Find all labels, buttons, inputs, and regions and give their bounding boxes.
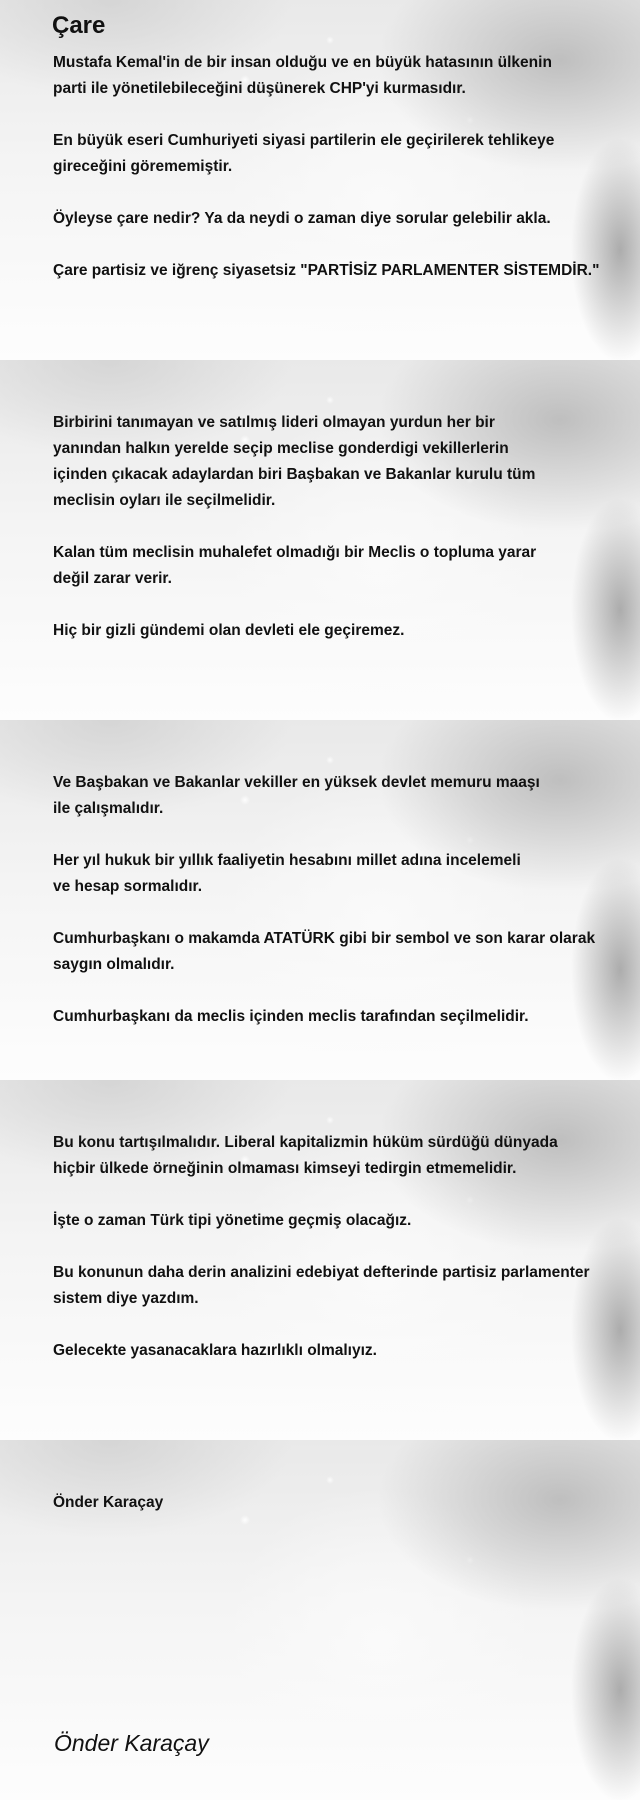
- poem-title: Çare: [52, 12, 106, 39]
- author-signature: Önder Karaçay: [54, 1730, 209, 1756]
- poem-panel-3: [0, 720, 640, 1080]
- poem-paragraph: Cumhurbaşkanı o makamda ATATÜRK gibi bir sembol ve son karar olarak saygın olmalıdır.: [53, 930, 596, 973]
- poem-paragraph: Bu konunun daha derin analizini edebiyat defterinde partisiz parlamenter sistem diye yazdım.: [53, 1264, 590, 1307]
- poem-paragraph: Çare partisiz ve iğrenç siyasetsiz "PARTİSİZ PARLAMENTER SİSTEMDİR.": [53, 262, 600, 279]
- stanza-block-2: [53, 410, 633, 670]
- poem-paragraph: Cumhurbaşkanı da meclis içinden meclis tarafından seçilmelidir.: [53, 1008, 529, 1025]
- stanza-block-5: [53, 1490, 633, 1542]
- stanza-block-3: [53, 770, 633, 1056]
- stanza-block-1: [53, 50, 633, 310]
- poem-panel-4: [0, 1080, 640, 1440]
- poem-panel-5: [0, 1440, 640, 1800]
- poem-paragraph: Bu konu tartışılmalıdır. Liberal kapitalizmin hüküm sürdüğü dünyada hiçbir ülkede örneğinin olmaması kimseyi tedirgin etmemelidir.: [53, 1134, 558, 1177]
- poem-paragraph: Her yıl hukuk bir yıllık faaliyetin hesabını millet adına incelemeli ve hesap sormalıdır.: [53, 852, 521, 895]
- poem-panel-1: [0, 0, 640, 360]
- poem-panel-2: [0, 360, 640, 720]
- poem-paragraph: Birbirini tanımayan ve satılmış lideri olmayan yurdun her bir yanından halkın yerelde seçip meclise gonderdigi vekillerlerin içinden çıkacak adaylardan biri Başbakan ve Bakanlar kurulu tüm meclisin oyları ile seçilmelidir.: [53, 414, 536, 509]
- poem-paragraph: Öyleyse çare nedir? Ya da neydi o zaman diye sorular gelebilir akla.: [53, 210, 551, 227]
- poem-paragraph: Kalan tüm meclisin muhalefet olmadığı bir Meclis o topluma yarar değil zarar verir.: [53, 544, 537, 587]
- poem-paragraph: Ve Başbakan ve Bakanlar vekiller en yüksek devlet memuru maaşı ile çalışmalıdır.: [53, 774, 540, 817]
- stanza-block-4: [53, 1130, 633, 1390]
- poem-paragraph: Gelecekte yasanacaklara hazırlıklı olmalıyız.: [53, 1342, 377, 1359]
- poem-paragraph: İşte o zaman Türk tipi yönetime geçmiş olacağız.: [53, 1212, 412, 1229]
- poem-paragraph: Mustafa Kemal'in de bir insan olduğu ve en büyük hatasının ülkenin parti ile yönetilebileceğini düşünerek CHP'yi kurmasıdır.: [53, 54, 552, 97]
- author-name: Önder Karaçay: [53, 1494, 164, 1511]
- poem-paragraph: En büyük eseri Cumhuriyeti siyasi partilerin ele geçirilerek tehlikeye gireceğini görememiştir.: [53, 132, 555, 175]
- poem-paragraph: Hiç bir gizli gündemi olan devleti ele geçiremez.: [53, 622, 405, 639]
